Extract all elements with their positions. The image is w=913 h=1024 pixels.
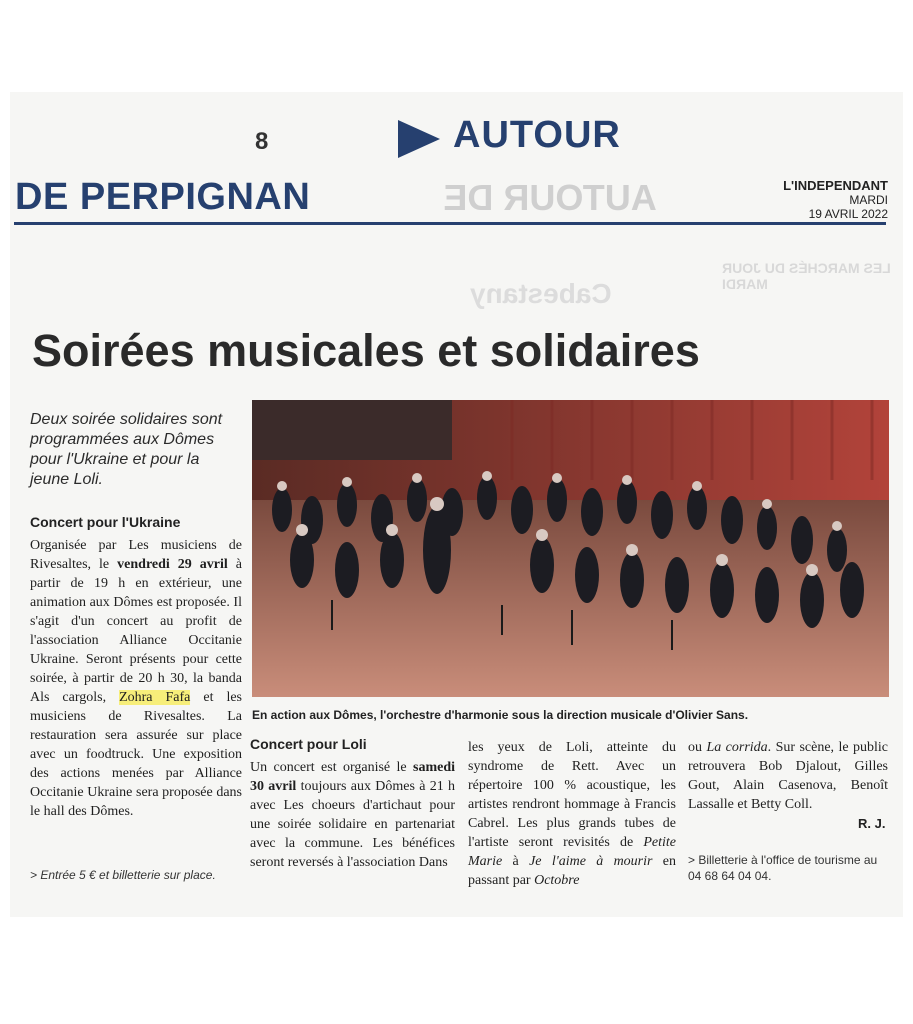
bleed-through-title: Cabestany bbox=[470, 278, 612, 309]
event-date-ukraine: vendredi 29 avril bbox=[117, 557, 228, 572]
song-title: La corrida bbox=[706, 740, 768, 755]
text-segment: toujours aux Dômes à 21 h avec Les choeurs d'artichaut pour une soirée solidaire en partenariat avec la commune. Les bénéfices seront reversés à l'association Dans bbox=[250, 779, 455, 870]
text-segment: ou bbox=[688, 740, 707, 755]
song-title: Octobre bbox=[534, 873, 580, 888]
column-loli-1 bbox=[250, 758, 455, 872]
photo-caption: En action aux Dômes, l'orchestre d'harmonie sous la direction musicale d'Olivier Sans. bbox=[252, 708, 749, 722]
header-divider bbox=[14, 222, 886, 225]
event-date-loli: samedi 30 avril bbox=[250, 760, 455, 794]
text-segment: Un concert est organisé le bbox=[250, 760, 413, 775]
author-signature: R. J. bbox=[858, 816, 886, 831]
publication-day: MARDI bbox=[849, 193, 888, 207]
text-segment: et les musiciens de Rivesaltes. La restauration sera assurée sur place avec un foodtruck. Une exposition des actions menées par Alliance Occitanie Ukraine sera proposée dans le hall des Dômes. bbox=[30, 690, 243, 819]
highlighted-name: Zohra Fafa bbox=[119, 690, 191, 705]
song-title: Je l'aime à mourir bbox=[529, 854, 653, 869]
column-ukraine bbox=[30, 536, 242, 821]
column-loli-3 bbox=[688, 738, 888, 814]
rubric-title-top: AUTOUR bbox=[453, 114, 621, 156]
bleed-through-box: LES MARCHÉS DU JOUR MARDI bbox=[722, 260, 891, 292]
ticket-info-ukraine: > Entrée 5 € et billetterie sur place. bbox=[30, 868, 216, 882]
publication-date: 19 AVRIL 2022 bbox=[808, 207, 888, 221]
column-loli-2 bbox=[468, 738, 676, 890]
text-segment: les yeux de Loli, atteinte du syndrome de Rett. Avec un répertoire 100 % acoustique, les artistes rendront hommage à Francis Cabrel. Les plus grands tubes de l'artiste seront revisités de bbox=[468, 740, 676, 850]
masthead bbox=[783, 178, 888, 221]
subhead-loli: Concert pour Loli bbox=[250, 736, 367, 752]
article-headline: Soirées musicales et solidaires bbox=[32, 325, 700, 376]
text-segment: en passant par bbox=[468, 854, 677, 888]
photo-illustration bbox=[252, 400, 889, 697]
rubric-title-bottom: DE PERPIGNAN bbox=[15, 176, 311, 218]
text-segment: . Sur scène, le public retrouvera Bob Djalout, Gilles Gout, Alain Casenova, Benoît Lassalle et Betty Coll. bbox=[688, 740, 888, 812]
subhead-ukraine: Concert pour l'Ukraine bbox=[30, 514, 181, 530]
ticket-info-loli: > Billetterie à l'office de tourisme au 04 68 64 04 04. bbox=[688, 853, 878, 883]
play-arrow-icon bbox=[396, 118, 442, 160]
rubric-ghost-text: AUTOUR DE bbox=[443, 177, 657, 218]
page-number: 8 bbox=[255, 128, 269, 155]
text-segment: à partir de 19 h en extérieur, une animation aux Dômes est proposée. Il s'agit d'un concert au profit de l'association Alliance Occitanie Ukraine. Seront présents pour cette soirée, à partir de 20 h 30, la banda Als cargols, bbox=[30, 557, 242, 705]
song-title: Petite Marie bbox=[468, 835, 676, 869]
text-segment: Organisée par Les musiciens de Rivesaltes, le bbox=[30, 538, 242, 572]
text-segment: à bbox=[502, 854, 530, 869]
orchestra-photo bbox=[252, 400, 889, 697]
publication-name: L'INDEPENDANT bbox=[783, 178, 888, 193]
article-intro: Deux soirée solidaires sont programmées aux Dômes pour l'Ukraine et pour la jeune Loli. bbox=[30, 411, 223, 488]
